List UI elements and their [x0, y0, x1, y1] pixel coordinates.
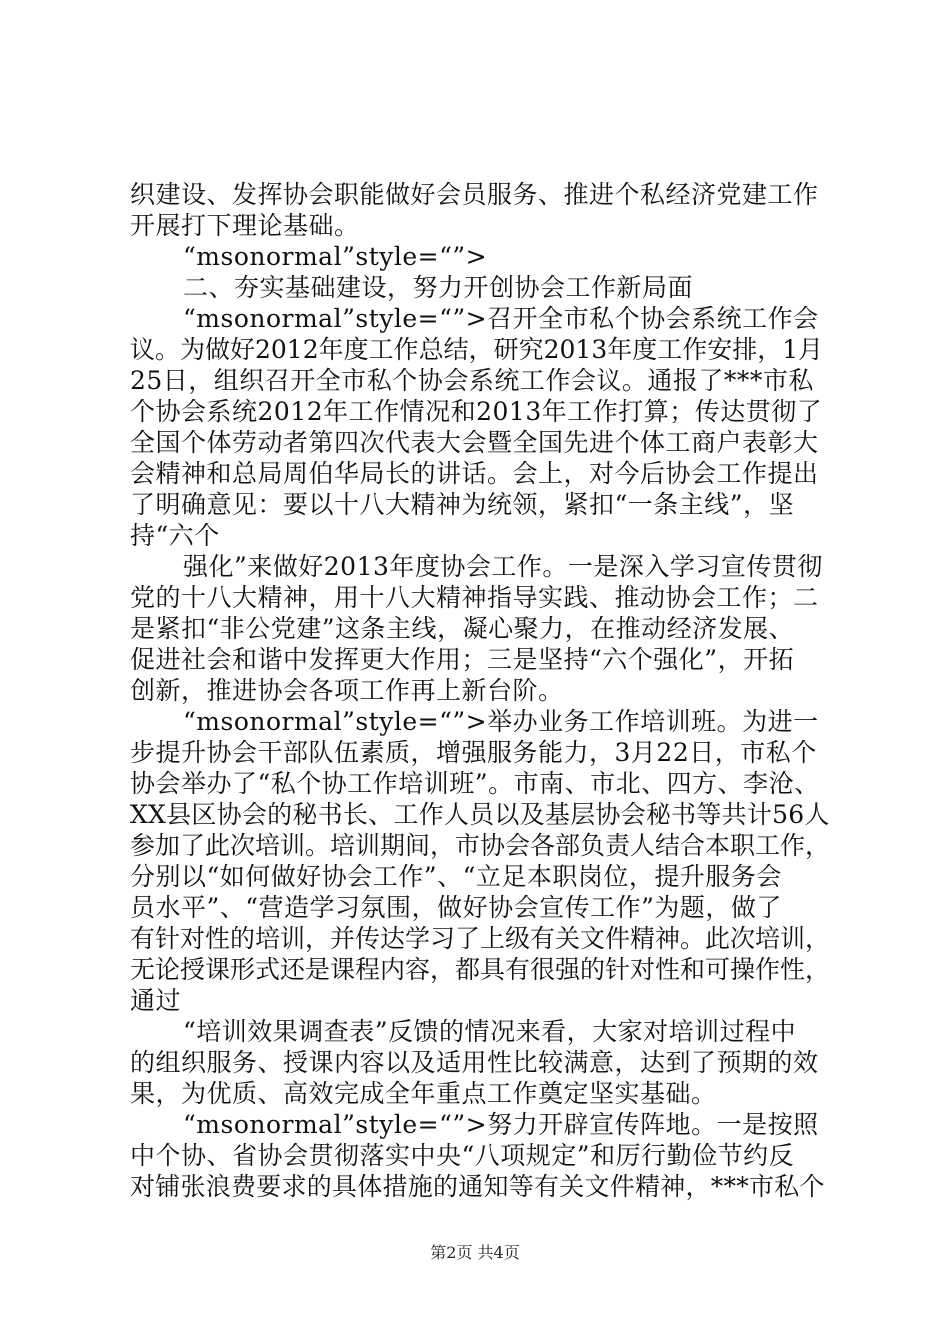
text-line: 有针对性的培训，并传达学习了上级有关文件精神。此次培训， — [130, 924, 831, 953]
text-line: “msonormal”style=“”>召开全市私个协会系统工作会 — [183, 304, 819, 333]
text-line: 全国个体劳动者第四次代表大会暨全国先进个体工商户表彰大 — [130, 428, 819, 457]
text-line: 是紧扣“非公党建”这条主线，凝心聚力，在推动经济发展、 — [130, 614, 795, 643]
text-line: “msonormal”style=“”>举办业务工作培训班。为进一 — [183, 707, 819, 736]
text-line: 对铺张浪费要求的具体措施的通知等有关文件精神，***市私个 — [130, 1172, 825, 1201]
text-line: 议。为做好2012年度工作总结，研究2013年度工作安排，1月 — [130, 335, 824, 364]
section-heading: 二、夯实基础建设，努力开创协会工作新局面 — [183, 273, 694, 302]
page-number-footer: 第2页 共4页 — [430, 1243, 520, 1262]
text-line: 无论授课形式还是课程内容，都具有很强的针对性和可操作性， — [130, 955, 831, 984]
text-line: 党的十八大精神，用十八大精神指导实践、推动协会工作；二 — [130, 583, 819, 612]
text-line: 分别以“如何做好协会工作”、“立足本职岗位，提升服务会 — [130, 862, 782, 891]
text-line: 创新，推进协会各项工作再上新台阶。 — [130, 676, 564, 705]
text-line: XX县区协会的秘书长、工作人员以及基层协会秘书等共计56人 — [130, 800, 830, 829]
text-line: 促进社会和谐中发挥更大作用；三是坚持“六个强化”，开拓 — [130, 645, 795, 674]
text-line: “msonormal”style=“”>努力开辟宣传阵地。一是按照 — [183, 1110, 819, 1139]
text-line: 的组织服务、授课内容以及适用性比较满意，达到了预期的效 — [130, 1048, 819, 1077]
text-line: 通过 — [130, 986, 182, 1015]
text-line: 持“六个 — [130, 521, 220, 550]
text-line: 参加了此次培训。培训期间，市协会各部负责人结合本职工作， — [130, 831, 831, 860]
text-line: 了明确意见：要以十八大精神为统领，紧扣“一条主线”，坚 — [130, 490, 795, 519]
text-line: 员水平”、“营造学习氛围，做好协会宣传工作”为题，做了 — [130, 893, 782, 922]
text-line: 25日，组织召开全市私个协会系统工作会议。通报了***市私 — [130, 366, 814, 395]
text-line: “msonormal”style=“”> — [183, 242, 488, 271]
text-line: 协会举办了“私个协工作培训班”。市南、市北、四方、李沧、 — [130, 769, 820, 798]
text-line: 个协会系统2012年工作情况和2013年工作打算；传达贯彻了 — [130, 397, 823, 426]
text-line: 果，为优质、高效完成全年重点工作奠定坚实基础。 — [130, 1079, 717, 1108]
text-line: “培训效果调查表”反馈的情况来看，大家对培训过程中 — [183, 1017, 797, 1046]
text-line: 强化”来做好2013年度协会工作。一是深入学习宣传贯彻 — [183, 552, 823, 581]
text-line: 会精神和总局周伯华局长的讲话。会上，对今后协会工作提出 — [130, 459, 819, 488]
text-line: 开展打下理论基础。 — [130, 211, 360, 240]
text-line: 中个协、省协会贯彻落实中央“八项规定”和厉行勤俭节约反 — [130, 1141, 795, 1170]
text-line: 步提升协会干部队伍素质，增强服务能力，3月22日，市私个 — [130, 738, 817, 767]
text-line: 织建设、发挥协会职能做好会员服务、推进个私经济党建工作 — [130, 180, 819, 209]
